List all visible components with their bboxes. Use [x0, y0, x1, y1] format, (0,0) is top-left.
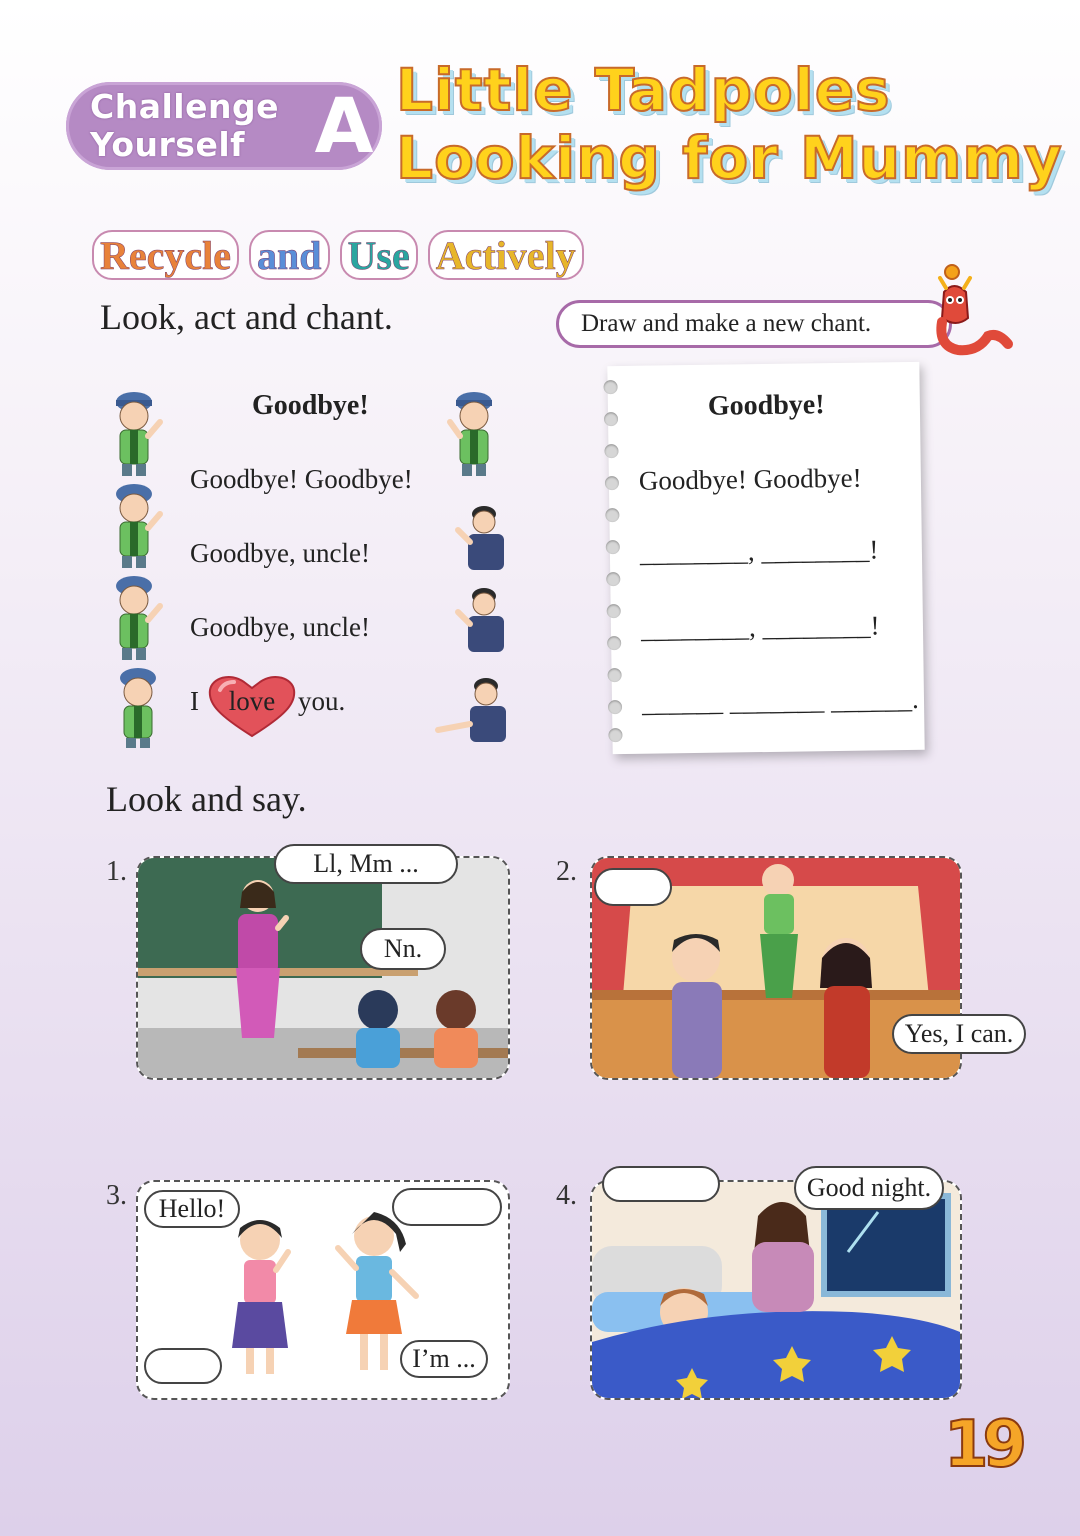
panel-number: 1. [106, 856, 127, 887]
new-chant-title: Goodbye! [707, 389, 825, 422]
notepad-ring [605, 508, 619, 522]
instruction-look-and-say: Look and say. [106, 779, 307, 819]
uncle-pointing-figure [434, 674, 510, 744]
new-chant-line: Goodbye! Goodbye! [638, 462, 862, 496]
chant-line: Goodbye, uncle! [190, 612, 370, 642]
unit-title-line2: Looking for Mummy [396, 124, 1063, 192]
section-heading [92, 230, 584, 280]
chant-line: Goodbye! Goodbye! [190, 464, 413, 494]
speech-bubble: Nn. [360, 928, 446, 970]
chant-line: Goodbye, uncle! [190, 538, 370, 568]
picture-panel-classroom [136, 856, 510, 1080]
notepad-ring [606, 540, 620, 554]
notepad-ring [607, 636, 621, 650]
notepad-ring [608, 728, 622, 742]
challenge-yourself-label [90, 88, 310, 164]
new-chant-blank[interactable]: ______ _______ ______. [641, 683, 919, 718]
notepad-ring [604, 412, 618, 426]
speech-bubble [392, 1188, 502, 1226]
chant-title: Goodbye! [252, 390, 369, 421]
speech-bubble: Hello! [144, 1190, 240, 1228]
boy-waving-figure [444, 388, 506, 478]
speech-bubble: Ll, Mm ... [274, 844, 458, 884]
new-chant-blank[interactable]: ________, ________! [639, 534, 879, 568]
chant-line-end: you. [298, 686, 346, 716]
unit-title-line1: Little Tadpoles [396, 56, 891, 124]
uncle-waving-figure [450, 584, 510, 652]
chant-line-start: I [190, 686, 199, 716]
notepad-ring [607, 604, 621, 618]
badge-line1: Challenge [90, 87, 279, 126]
notepad-ring [604, 380, 618, 394]
speech-bubble [594, 868, 672, 906]
page-number: 19 [944, 1408, 1022, 1482]
panel-number: 4. [556, 1180, 577, 1211]
boy-figure [108, 664, 170, 750]
badge-letter: A [314, 81, 374, 170]
section-word: Actively [428, 230, 584, 280]
bedtime-scene [592, 1182, 960, 1398]
speech-bubble [602, 1166, 720, 1202]
section-word: Use [340, 230, 418, 280]
classroom-scene [138, 858, 508, 1078]
notepad-ring [606, 572, 620, 586]
speech-bubble: Good night. [794, 1166, 944, 1210]
section-word: Recycle [92, 230, 239, 280]
boy-waving-figure [104, 480, 166, 570]
panel-number: 2. [556, 856, 577, 887]
instruction-draw-new-chant: Draw and make a new chant. [556, 300, 952, 348]
dragon-mascot-icon [918, 262, 1018, 362]
section-word: and [249, 230, 330, 280]
heart-word: love [228, 686, 276, 716]
notepad-ring [605, 476, 619, 490]
new-chant-blank[interactable]: ________, ________! [640, 610, 880, 644]
boy-waving-figure [104, 572, 166, 662]
panel-number: 3. [106, 1180, 127, 1211]
speech-bubble [144, 1348, 222, 1384]
speech-bubble: Yes, I can. [892, 1014, 1026, 1054]
boy-waving-figure [104, 388, 166, 478]
badge-line2: Yourself [90, 125, 245, 164]
notepad-ring [608, 668, 622, 682]
notepad-ring [608, 700, 622, 714]
notepad-card [607, 362, 924, 754]
speech-bubble: I’m ... [400, 1340, 488, 1378]
picture-panel-bedtime [590, 1180, 962, 1400]
uncle-waving-figure [450, 502, 510, 570]
notepad-ring [604, 444, 618, 458]
instruction-look-act-chant: Look, act and chant. [100, 297, 393, 337]
